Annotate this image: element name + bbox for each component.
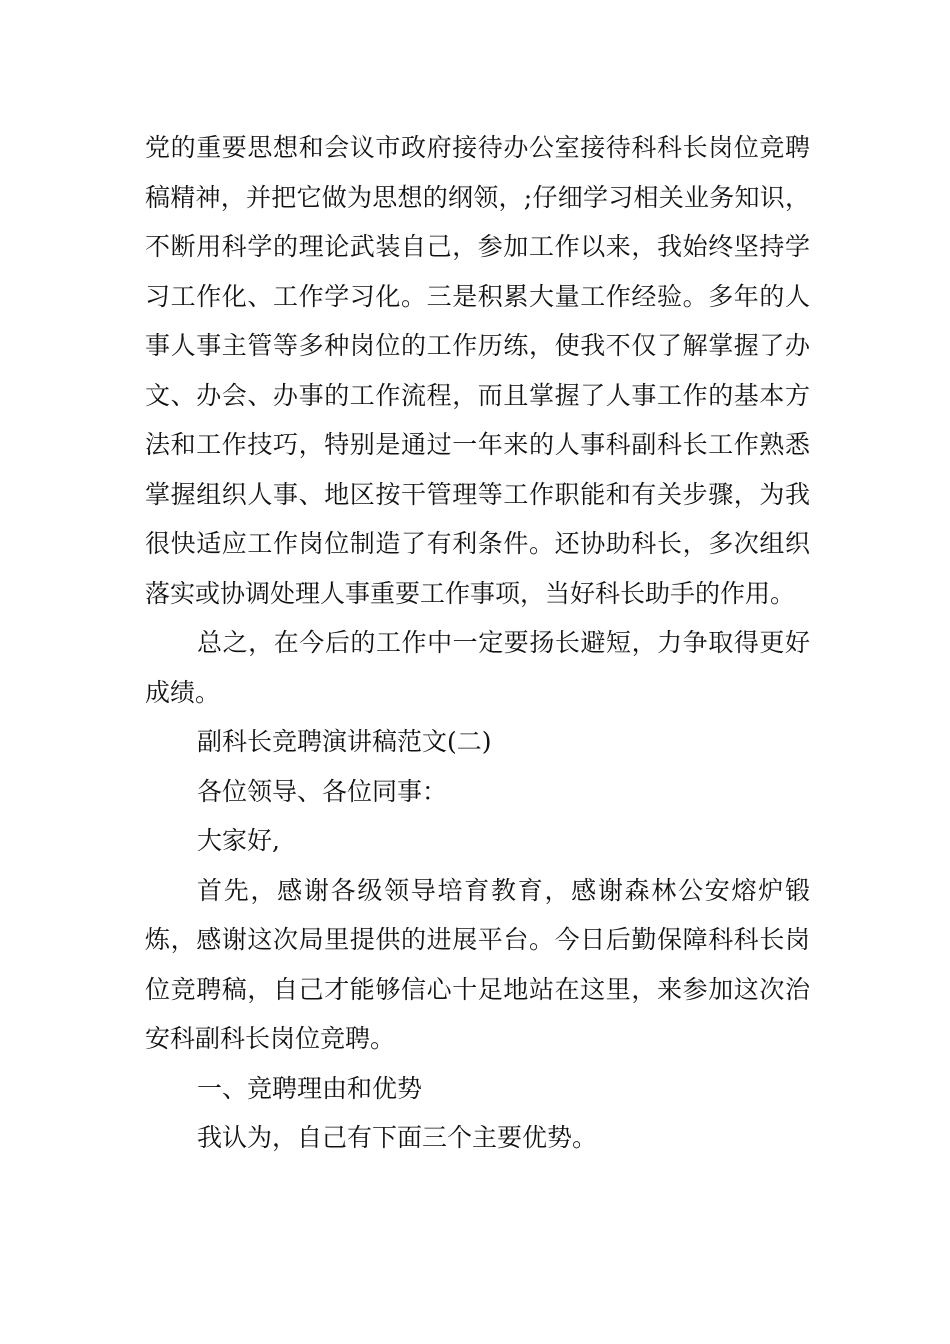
body-paragraph-advantages: 我认为，自己有下面三个主要优势。 xyxy=(197,1123,598,1152)
body-paragraph-summary: 总之，在今后的工作中一定要扬长避短，力争取得更好成绩。 xyxy=(145,628,810,707)
body-paragraph-continued: 党的重要思想和会议市政府接待办公室接待科科长岗位竞聘稿精神，并把它做为思想的纲领，;仔细学习相关业务知识，不断用科学的理论武装自己，参加工作以来，我始终坚持学习工作化、工作学习化。三是积累大量工作经验。多年的人事人事主管等多种岗位的工作历练，使我不仅了解掌握了办文、办会、办事的工作流程，而且掌握了人事工作的基本方法和工作技巧，特别是通过一年来的人事科副科长工作熟悉掌握组织人事、地区按干管理等工作职能和有关步骤，为我很快适应工作岗位制造了有利条件。还协助科长，多次组织落实或协调处理人事重要工作事项，当好科长助手的作用。 xyxy=(145,133,810,608)
greeting: 大家好, xyxy=(197,826,280,855)
salutation: 各位领导、各位同事： xyxy=(197,776,448,806)
document-body xyxy=(145,123,810,1163)
body-paragraph-intro: 首先，感谢各级领导培育教育，感谢森林公安熔炉锻炼，感谢这次局里提供的进展平台。今日后勤保障科科长岗位竞聘稿，自己才能够信心十足地站在这里，来参加这次治安科副科长岗位竞聘。 xyxy=(145,875,810,1053)
section-title: 副科长竞聘演讲稿范文(二) xyxy=(197,727,492,756)
subsection-heading: 一、竞聘理由和优势 xyxy=(197,1073,423,1103)
